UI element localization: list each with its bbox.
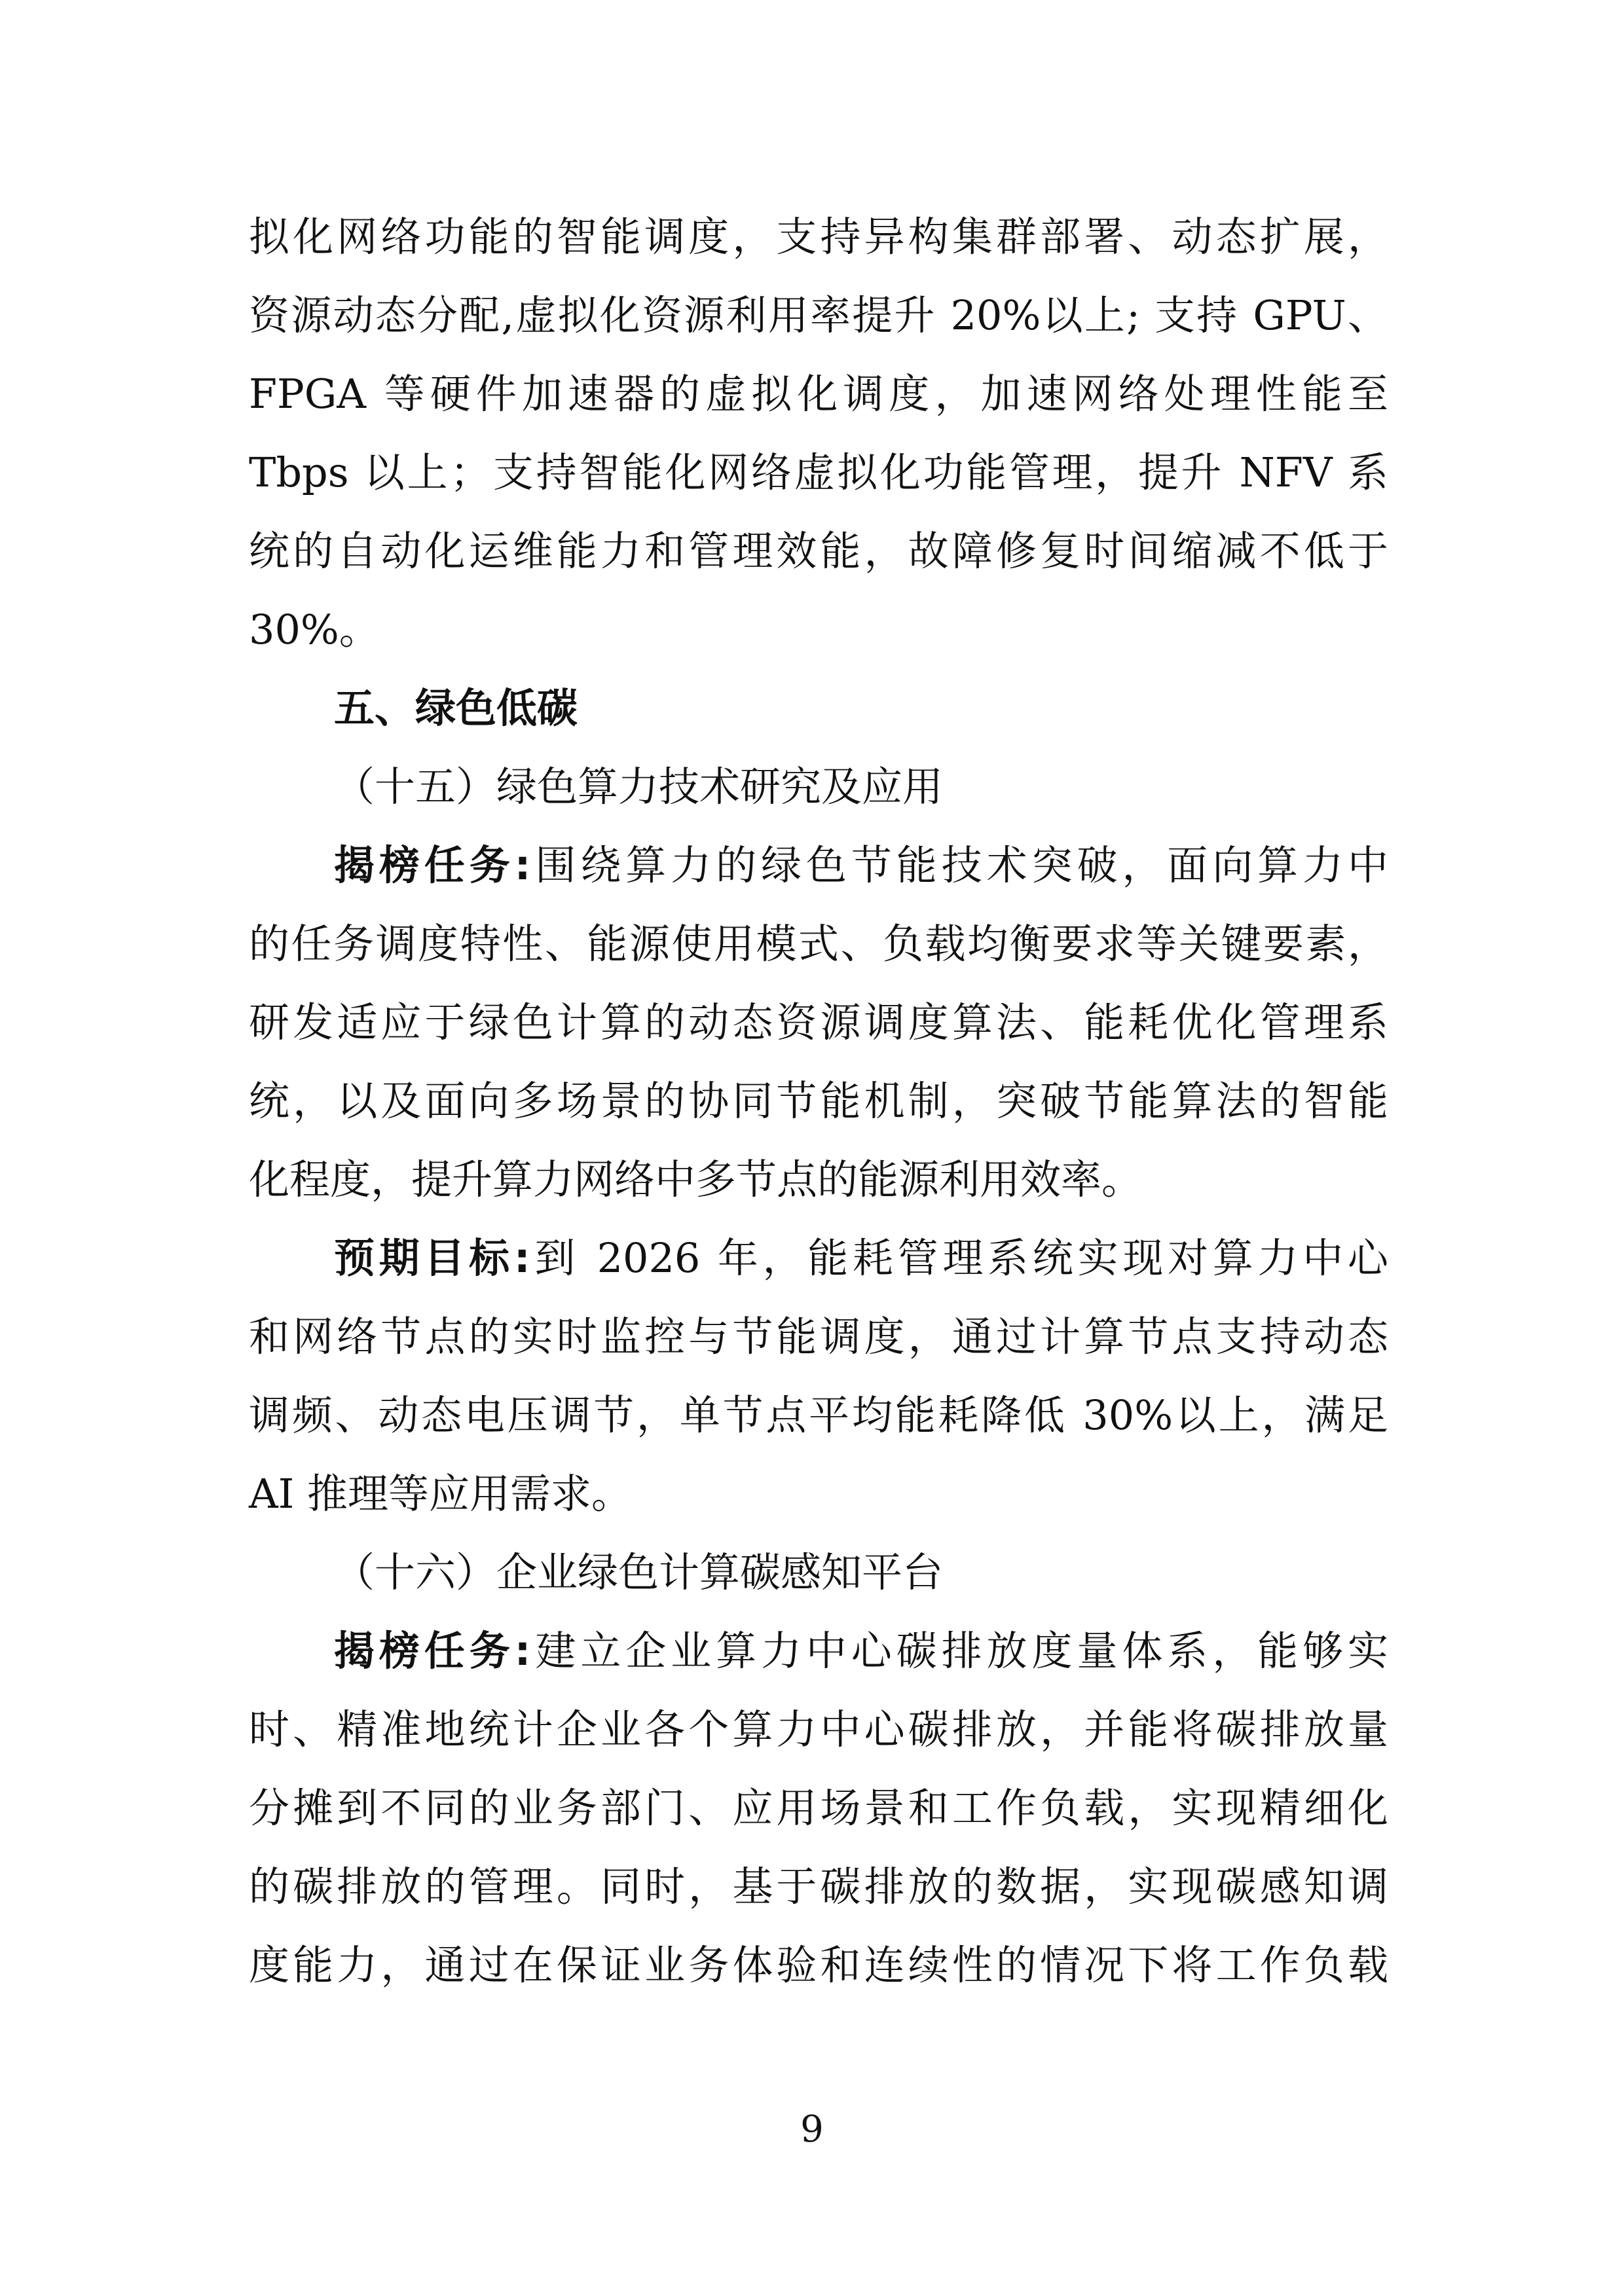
body-line-3: FPGA 等硬件加速器的虚拟化调度，加速网络处理性能至 (249, 370, 1388, 418)
item-15-goal-first-line (334, 1232, 1388, 1285)
task-text: 围绕算力的绿色节能技术突破，面向算力中 (530, 841, 1388, 889)
section-heading: 五、绿色低碳 (334, 684, 578, 732)
item-15-goal-line-3: 调频、动态电压调节，单节点平均能耗降低 30%以上，满足 (249, 1391, 1388, 1439)
item-15-task-line-5: 化程度，提升算力网络中多节点的能源利用效率。 (249, 1156, 1143, 1203)
item-16-task-line-5: 度能力，通过在保证业务体验和连续性的情况下将工作负载 (249, 1941, 1388, 1989)
body-line-5: 统的自动化运维能力和管理效能，故障修复时间缩减不低于 (249, 527, 1388, 575)
item-16-task-line-2: 时、精准地统计企业各个算力中心碳排放，并能将碳排放量 (249, 1705, 1388, 1753)
item-15-task-first-line (334, 839, 1388, 892)
task-label: 揭榜任务: (334, 1627, 531, 1675)
goal-text: 到 2026 年，能耗管理系统实现对算力中心 (530, 1234, 1388, 1282)
body-line-1: 拟化网络功能的智能调度，支持异构集群部署、动态扩展， (249, 213, 1388, 261)
item-15-title: （十五）绿色算力技术研究及应用 (334, 763, 944, 811)
goal-label: 预期目标: (334, 1234, 530, 1282)
task-text: 建立企业算力中心碳排放度量体系，能够实 (530, 1627, 1388, 1675)
item-15-goal-line-4: AI 推理等应用需求。 (249, 1470, 632, 1518)
item-15-task-line-4: 统，以及面向多场景的协同节能机制，突破节能算法的智能 (249, 1077, 1388, 1125)
task-label: 揭榜任务: (334, 841, 531, 889)
body-line-4: Tbps 以上；支持智能化网络虚拟化功能管理，提升 NFV 系 (249, 448, 1388, 496)
item-16-task-line-4: 的碳排放的管理。同时，基于碳排放的数据，实现碳感知调 (249, 1863, 1388, 1910)
item-15-task-line-3: 研发适应于绿色计算的动态资源调度算法、能耗优化管理系 (249, 998, 1388, 1046)
item-16-title: （十六）企业绿色计算碳感知平台 (334, 1548, 944, 1596)
body-line-6: 30%。 (249, 606, 380, 653)
item-16-task-line-3: 分摊到不同的业务部门、应用场景和工作负载，实现精细化 (249, 1784, 1388, 1832)
item-16-task-first-line (334, 1625, 1388, 1677)
item-15-goal-line-2: 和网络节点的实时监控与节能调度，通过计算节点支持动态 (249, 1313, 1388, 1360)
item-15-task-line-2: 的任务调度特性、能源使用模式、负载均衡要求等关键要素， (249, 920, 1388, 968)
page-number: 9 (800, 2108, 824, 2151)
body-line-2: 资源动态分配,虚拟化资源利用率提升 20%以上; 支持 GPU、 (249, 291, 1388, 339)
